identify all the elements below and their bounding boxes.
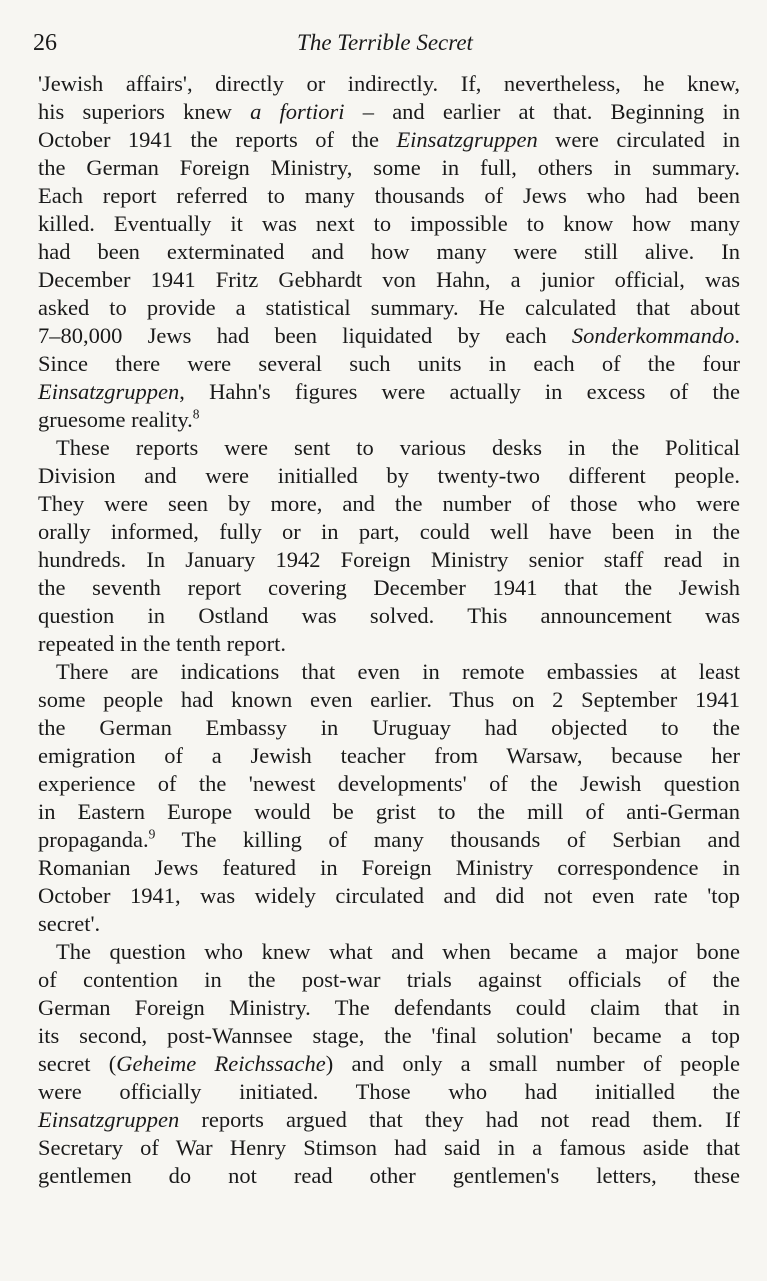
text-line: December 1941 Fritz Gebhardt von Hahn, a junior official, was <box>38 267 740 292</box>
text-line: October 1941 the reports of the Einsatzgruppen were circulated in <box>38 127 740 152</box>
text-line: Since there were several such units in each of the four <box>38 351 740 376</box>
paragraph <box>38 938 740 1190</box>
text-line: These reports were sent to various desks in the Political <box>56 435 740 460</box>
text-line: Division and were initialled by twenty-two different people. <box>38 463 740 488</box>
text-line: Each report referred to many thousands of Jews who had been <box>38 183 740 208</box>
text-line: killed. Eventually it was next to impossible to know how many <box>38 211 740 236</box>
paragraph <box>38 434 740 658</box>
text-line: were officially initiated. Those who had initialled the <box>38 1079 740 1104</box>
paragraph <box>38 70 740 434</box>
text-line: some people had known even earlier. Thus on 2 September 1941 <box>38 687 740 712</box>
text-line: emigration of a Jewish teacher from Warsaw, because her <box>38 743 740 768</box>
text-line: question in Ostland was solved. This announcement was <box>38 603 740 628</box>
text-line: The question who knew what and when became a major bone <box>56 939 740 964</box>
text-line: Romanian Jews featured in Foreign Ministry correspondence in <box>38 855 740 880</box>
text-line: of contention in the post-war trials against officials of the <box>38 967 740 992</box>
text-line: German Foreign Ministry. The defendants could claim that in <box>38 995 740 1020</box>
text-line: had been exterminated and how many were still alive. In <box>38 239 740 264</box>
text-line: secret'. <box>38 911 101 936</box>
text-line: Secretary of War Henry Stimson had said in a famous aside that <box>38 1135 740 1160</box>
text-line: the German Foreign Ministry, some in full, others in summary. <box>38 155 740 180</box>
paragraph <box>38 658 740 938</box>
text-line: Einsatzgruppen reports argued that they had not read them. If <box>38 1107 740 1132</box>
text-line: his superiors knew a fortiori – and earlier at that. Beginning in <box>38 99 740 124</box>
page-header <box>33 30 737 66</box>
text-line: 7–80,000 Jews had been liquidated by each Sonderkommando. <box>38 323 740 348</box>
text-line: hundreds. In January 1942 Foreign Ministry senior staff read in <box>38 547 740 572</box>
body-text <box>38 70 740 1190</box>
text-line: They were seen by more, and the number of those who were <box>38 491 740 516</box>
page-number: 26 <box>33 30 57 56</box>
text-line: experience of the 'newest developments' of the Jewish question <box>38 771 740 796</box>
text-line: gruesome reality.$^8$ <box>38 406 200 432</box>
text-line: the German Embassy in Uruguay had objected to the <box>38 715 740 740</box>
text-line: in Eastern Europe would be grist to the mill of anti-German <box>38 799 740 824</box>
text-line: gentlemen do not read other gentlemen's letters, these <box>38 1163 740 1188</box>
text-line: secret (Geheime Reichssache) and only a small number of people <box>38 1051 740 1076</box>
text-line: There are indications that even in remote embassies at least <box>56 659 740 684</box>
text-line: orally informed, fully or in part, could well have been in the <box>38 519 740 544</box>
text-line: asked to provide a statistical summary. He calculated that about <box>38 295 740 320</box>
text-line: the seventh report covering December 1941 that the Jewish <box>38 575 740 600</box>
text-line: Einsatzgruppen, Hahn's figures were actually in excess of the <box>38 379 740 404</box>
text-line: propaganda.$^9$ The killing of many thousands of Serbian and <box>38 826 740 852</box>
text-line: 'Jewish affairs', directly or indirectly. If, nevertheless, he knew, <box>38 71 740 96</box>
text-line: its second, post-Wannsee stage, the 'final solution' became a top <box>38 1023 740 1048</box>
running-head: The Terrible Secret <box>297 30 473 55</box>
text-line: October 1941, was widely circulated and did not even rate 'top <box>38 883 740 908</box>
text-line: repeated in the tenth report. <box>38 631 287 656</box>
